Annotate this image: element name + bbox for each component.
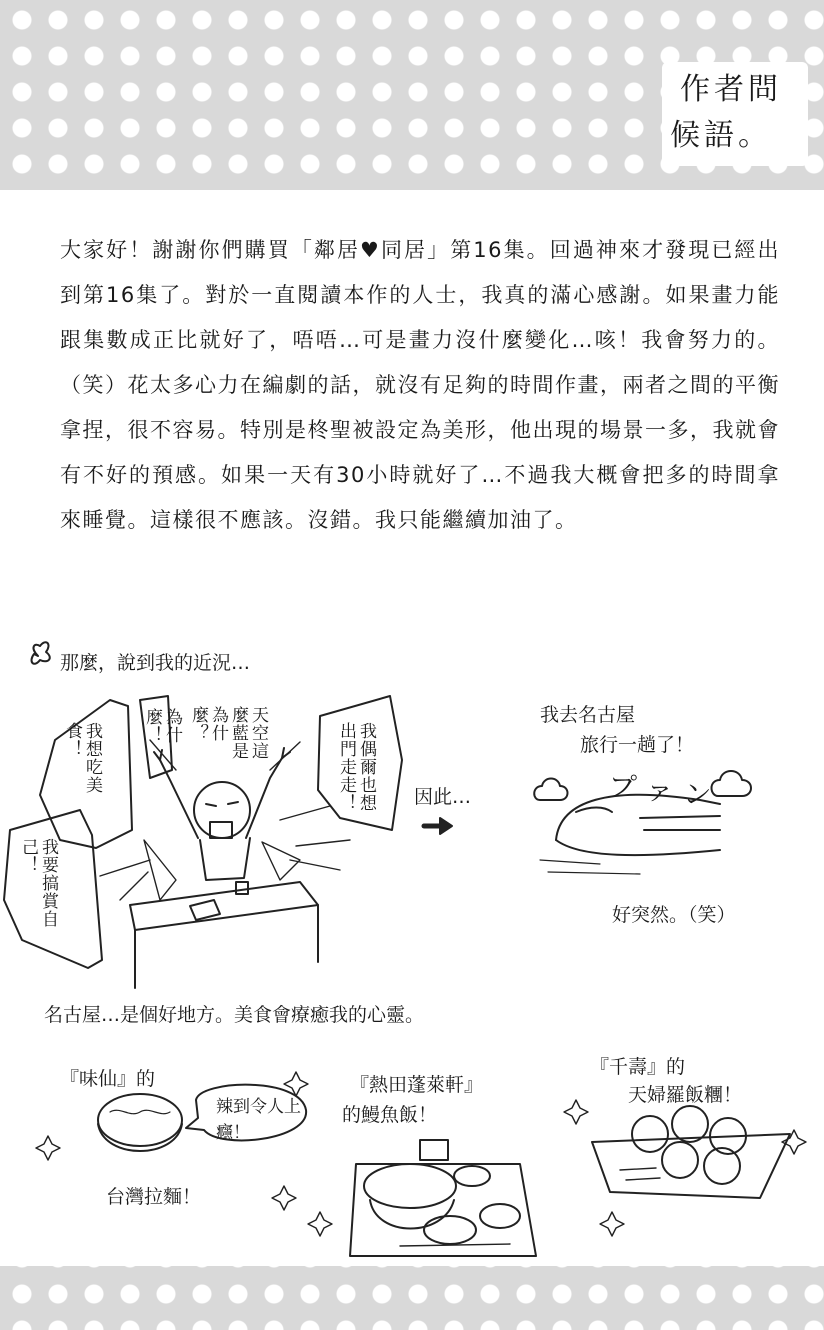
ramen-bowl-drawing	[98, 1094, 182, 1151]
bubble-reward-self: 我要搞賞自己！	[18, 838, 58, 928]
food1-name: 台灣拉麵！	[106, 1186, 202, 1208]
section-heading-nagoya: 名古屋…是個好地方。美食會療癒我的心靈。	[44, 1004, 425, 1026]
train-sound-effect: プァン	[606, 769, 723, 814]
food1-bubble-text: 辣到令人上癮！	[216, 1097, 301, 1143]
bubble-why: 為什麼！	[142, 708, 182, 744]
bubble-sky-blue: 天空這麼藍是為什麼？	[188, 706, 268, 760]
therefore-text: 因此…	[414, 786, 472, 808]
food2-shop: 『熱田蓬萊軒』	[350, 1074, 484, 1096]
clover-icon	[32, 642, 50, 664]
page-title	[662, 62, 808, 166]
food3-name: 天婦羅飯糰！	[628, 1084, 743, 1106]
sudden-caption: 好突然。（笑）	[612, 904, 736, 926]
tenmusu-drawing	[592, 1106, 790, 1198]
section-heading-recent: 那麼，說到我的近況…	[60, 652, 251, 674]
title-line-2: 候語。	[670, 118, 772, 153]
right-arrow-icon	[424, 818, 452, 834]
food3-shop: 『千壽』的	[590, 1056, 686, 1078]
desk-drawing	[130, 882, 318, 988]
food2-name: 的鰻魚飯！	[342, 1104, 438, 1126]
eel-rice-drawing	[350, 1140, 536, 1256]
intro-paragraph: 大家好！謝謝你們購買「鄰居♥同居」第16集。回過神來才發現已經出到第16集了。對於一直閱讀本作的人士，我真的滿心感謝。如果畫力能跟集數成正比就好了，唔唔…可是畫力沒什麼變化…咳！我會努力的。（笑）花太多心力在編劇的話，就沒有足夠的時間作畫，兩者之間的平衡拿捏，很不容易。特別是柊聖被設定為美形，他出現的場景一多，我就會有不好的預感。如果一天有30小時就好了…不過我大概會把多的時間拿來睡覺。這樣很不應該。沒錯。我只能繼續加油了。	[60, 238, 780, 532]
trip-line-1: 我去名古屋	[540, 704, 636, 726]
cloud-left-icon	[534, 779, 567, 801]
bottom-polka-dot-band	[0, 1266, 824, 1330]
title-line-1: 作者問	[680, 72, 782, 107]
trip-line-2: 旅行一趟了！	[580, 734, 695, 756]
bubble-want-food: 我想吃美食！	[62, 722, 102, 794]
food1-shop: 『味仙』的	[60, 1068, 156, 1090]
bubble-want-travel: 我偶爾也想出門走走！	[336, 722, 376, 812]
